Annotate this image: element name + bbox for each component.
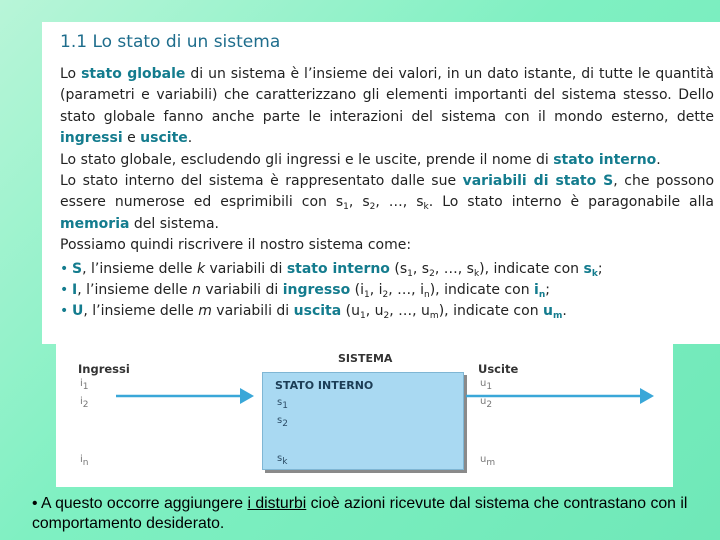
term-disturbi: i disturbi [247,495,307,512]
term-stato-globale: stato globale [81,66,186,82]
subscript: 2 [382,290,389,301]
state-item: $s_1$ [277,397,288,411]
term-stato-interno: stato interno [553,151,657,168]
outputs-label: Uscite [478,362,519,376]
text: A questo occorre aggiungere [37,495,248,512]
text: Lo [60,66,82,82]
symbol: S [72,260,83,277]
symbol: u [543,303,553,320]
system-diagram [56,344,673,487]
system-label: SISTEMA [338,352,393,365]
text: , …, s [375,194,424,211]
text: del sistema. [129,215,219,232]
paragraph-stato-globale [60,64,714,150]
text: di un sistema è l’insieme dei valori, in un dato istante, di tutte le quantità (parametri e variabili) che caratterizzano gli elementi importanti del sistema stesso. Dello stato globale fanno anche parte le interazioni del sistema con il mondo esterno, dette [60,66,714,125]
subscript: n [423,290,430,301]
subscript: 2 [429,268,435,279]
text: variabili di [200,282,283,299]
state-item: $s_k$ [277,453,288,467]
text: ), indicate con [429,282,535,299]
subscript: 2 [383,311,390,322]
input-item: $i_2$ [80,396,89,410]
text: Lo stato interno del sistema è rappresentato dalle sue [60,173,463,190]
text: Lo stato globale, escludendo gli ingressi e le uscite, prende il nome di [60,151,554,168]
input-item: $i_1$ [80,378,89,392]
paragraph-variabili-stato [60,171,714,235]
term: uscita [293,303,342,320]
subscript: 1 [359,311,366,322]
symbol: U [72,303,84,320]
text: (i [350,282,365,299]
term-uscite: uscite [140,130,188,147]
text: , l’insieme delle [77,282,193,299]
inputs-label: Ingressi [78,362,130,376]
subscript: 1 [364,290,370,301]
text: . [187,130,193,147]
text: . [562,303,567,320]
text: cioè azioni ricevute dal sistema che contrastano con il comportamento desiderato. [32,495,688,532]
text: , …, u [389,303,430,320]
output-item: $u_2$ [480,396,493,410]
term: stato interno [286,260,390,277]
output-item: $u_m$ [480,454,496,468]
symbol: s [583,260,592,277]
bullet: • [32,495,38,512]
subscript: m [553,311,563,322]
paragraph-stato-interno [60,150,714,171]
list-item [60,259,714,280]
symbol: i [534,282,539,299]
internal-state-label: STATO INTERNO [275,379,374,392]
term-memoria: memoria [60,215,130,232]
text: , l’insieme delle [83,303,199,320]
text: , l’insieme delle [82,260,197,277]
paragraph-riscrivere: Possiamo quindi riscrivere il nostro sistema come: [60,237,412,254]
text: ), indicate con [438,303,544,320]
text: , …, s [434,260,474,277]
text: , i [369,282,383,299]
textbook-page [42,22,720,344]
variable: m [198,303,212,320]
subscript: n [538,290,546,301]
subscript: 1 [343,202,349,213]
subscript: k [473,268,480,279]
text: , che possono essere numerose ed esprimibili con s [60,173,715,211]
output-item: $u_1$ [480,378,493,392]
text: , …, i [388,282,424,299]
term: ingresso [282,282,351,299]
text: , s [412,260,430,277]
slide-note [32,494,712,534]
subscript: 1 [407,268,413,279]
term-ingressi: ingressi [60,130,123,147]
subscript: k [423,202,429,213]
text: e [122,130,141,147]
variable: n [192,282,201,299]
text: . Lo stato interno è paragonabile alla [428,194,714,211]
text: . [656,151,661,168]
term-variabili-di-stato: variabili di stato S [462,173,614,190]
symbol: I [72,282,78,299]
section-title: 1.1 Lo stato di un sistema [60,32,281,52]
text: (u [341,303,360,320]
section-body [60,64,714,323]
text: , s [348,194,370,211]
list-item [60,280,714,301]
text: ; [597,260,603,277]
subscript: 2 [369,202,376,213]
text: ), indicate con [479,260,584,277]
text: , u [365,303,384,320]
text: variabili di [211,303,294,320]
subscript: k [591,268,598,279]
variable: k [196,260,206,277]
subscript: m [429,311,439,322]
input-arrow [116,386,254,406]
output-arrow [466,386,656,410]
text: variabili di [205,260,287,277]
internal-state-box [262,372,464,470]
input-item: $i_n$ [80,454,89,468]
text: (s [389,260,408,277]
state-item: $s_2$ [277,415,288,429]
text: ; [545,282,550,299]
variables-list [60,259,714,323]
list-item [60,301,714,322]
